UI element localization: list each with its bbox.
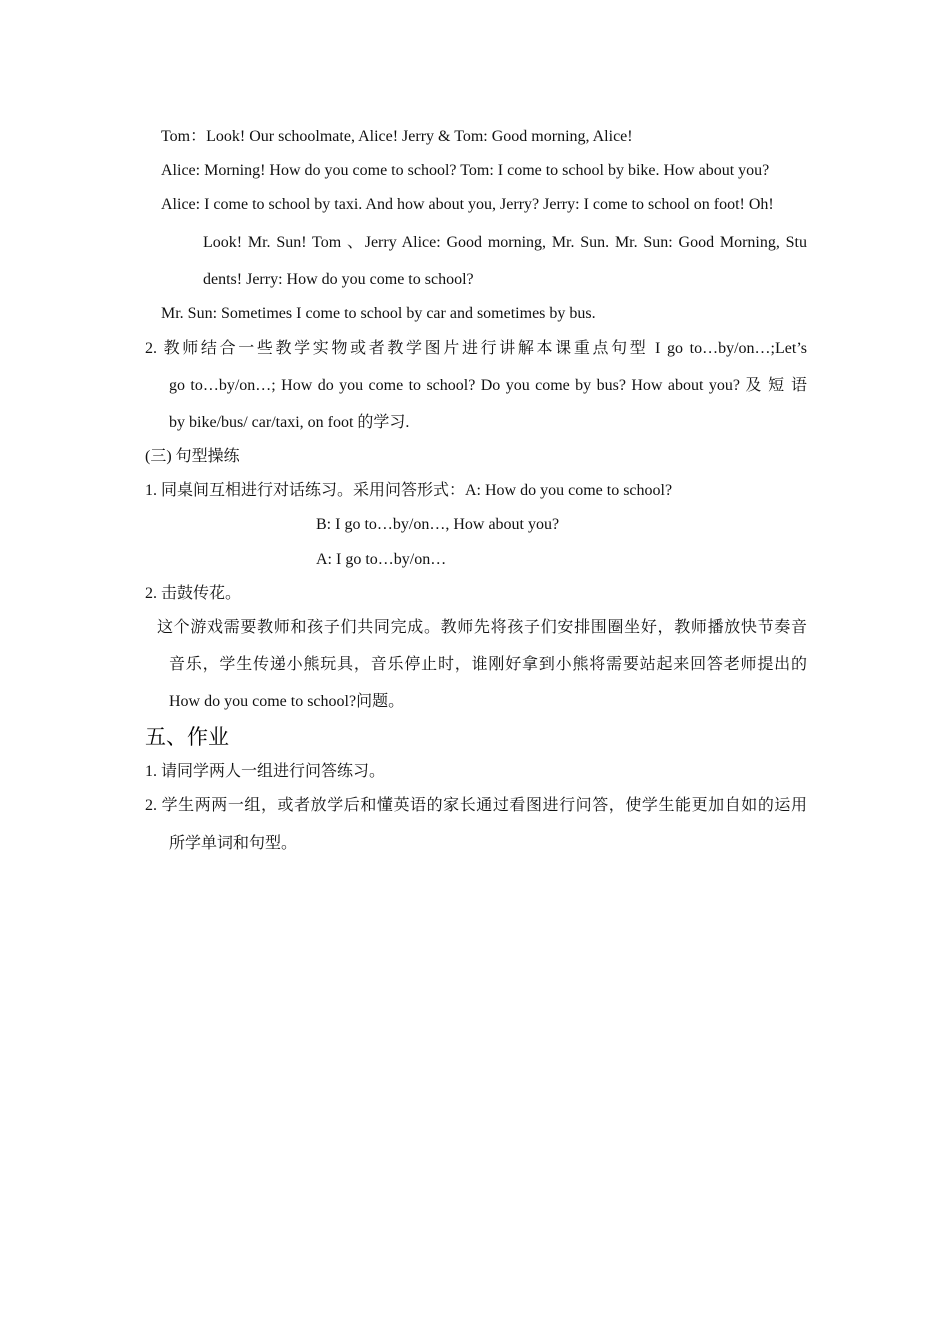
section3-item-1-answer-b: B: I go to…by/on…, How about you? [316, 516, 560, 533]
item2-line-2: go to…by/on…; How do you come to school? Do you come by bus? How about you? 及 短 语 [169, 377, 808, 394]
section3-item-2: 2. 击鼓传花。 [145, 585, 242, 602]
dialogue-line-5: dents! Jerry: How do you come to school? [203, 271, 474, 288]
dialogue-line-2: Alice: Morning! How do you come to school? Tom: I come to school by bike. How about you? [161, 162, 770, 179]
game-description-line-2: 音乐，学生传递小熊玩具，音乐停止时，谁刚好拿到小熊将需要站起来回答老师提出的 [169, 656, 807, 673]
dialogue-line-4: Look! Mr. Sun! Tom 、Jerry Alice: Good morning, Mr. Sun. Mr. Sun: Good Morning, Stu [203, 234, 807, 251]
game-description-line-3: How do you come to school?问题。 [169, 693, 405, 710]
game-description-line-1: 这个游戏需要教师和孩子们共同完成。教师先将孩子们安排围圈坐好，教师播放快节奏音 [157, 619, 807, 636]
dialogue-line-1: Tom：Look! Our schoolmate, Alice! Jerry & Tom: Good morning, Alice! [161, 128, 633, 145]
dialogue-line-3: Alice: I come to school by taxi. And how about you, Jerry? Jerry: I come to school on foot! Oh! [161, 196, 774, 213]
homework-item-2-line-2: 所学单词和句型。 [169, 835, 298, 852]
section3-title: (三) 句型操练 [145, 448, 240, 465]
homework-item-2-line-1: 2. 学生两两一组，或者放学后和懂英语的家长通过看图进行问答，使学生能更加自如的运用 [145, 797, 807, 814]
section3-item-1-answer-a: A: I go to…by/on… [316, 551, 447, 568]
item2-line-1: 2. 教师结合一些教学实物或者教学图片进行讲解本课重点句型 I go to…by/on…;Let’s [145, 340, 807, 357]
section5-heading: 五、作业 [145, 725, 229, 749]
item2-line-3: by bike/bus/ car/taxi, on foot 的学习. [169, 414, 410, 431]
dialogue-line-6: Mr. Sun: Sometimes I come to school by car and sometimes by bus. [161, 305, 596, 322]
homework-item-1: 1. 请同学两人一组进行问答练习。 [145, 763, 386, 780]
section3-item-1: 1. 同桌间互相进行对话练习。采用问答形式：A: How do you come to school? [145, 482, 673, 499]
